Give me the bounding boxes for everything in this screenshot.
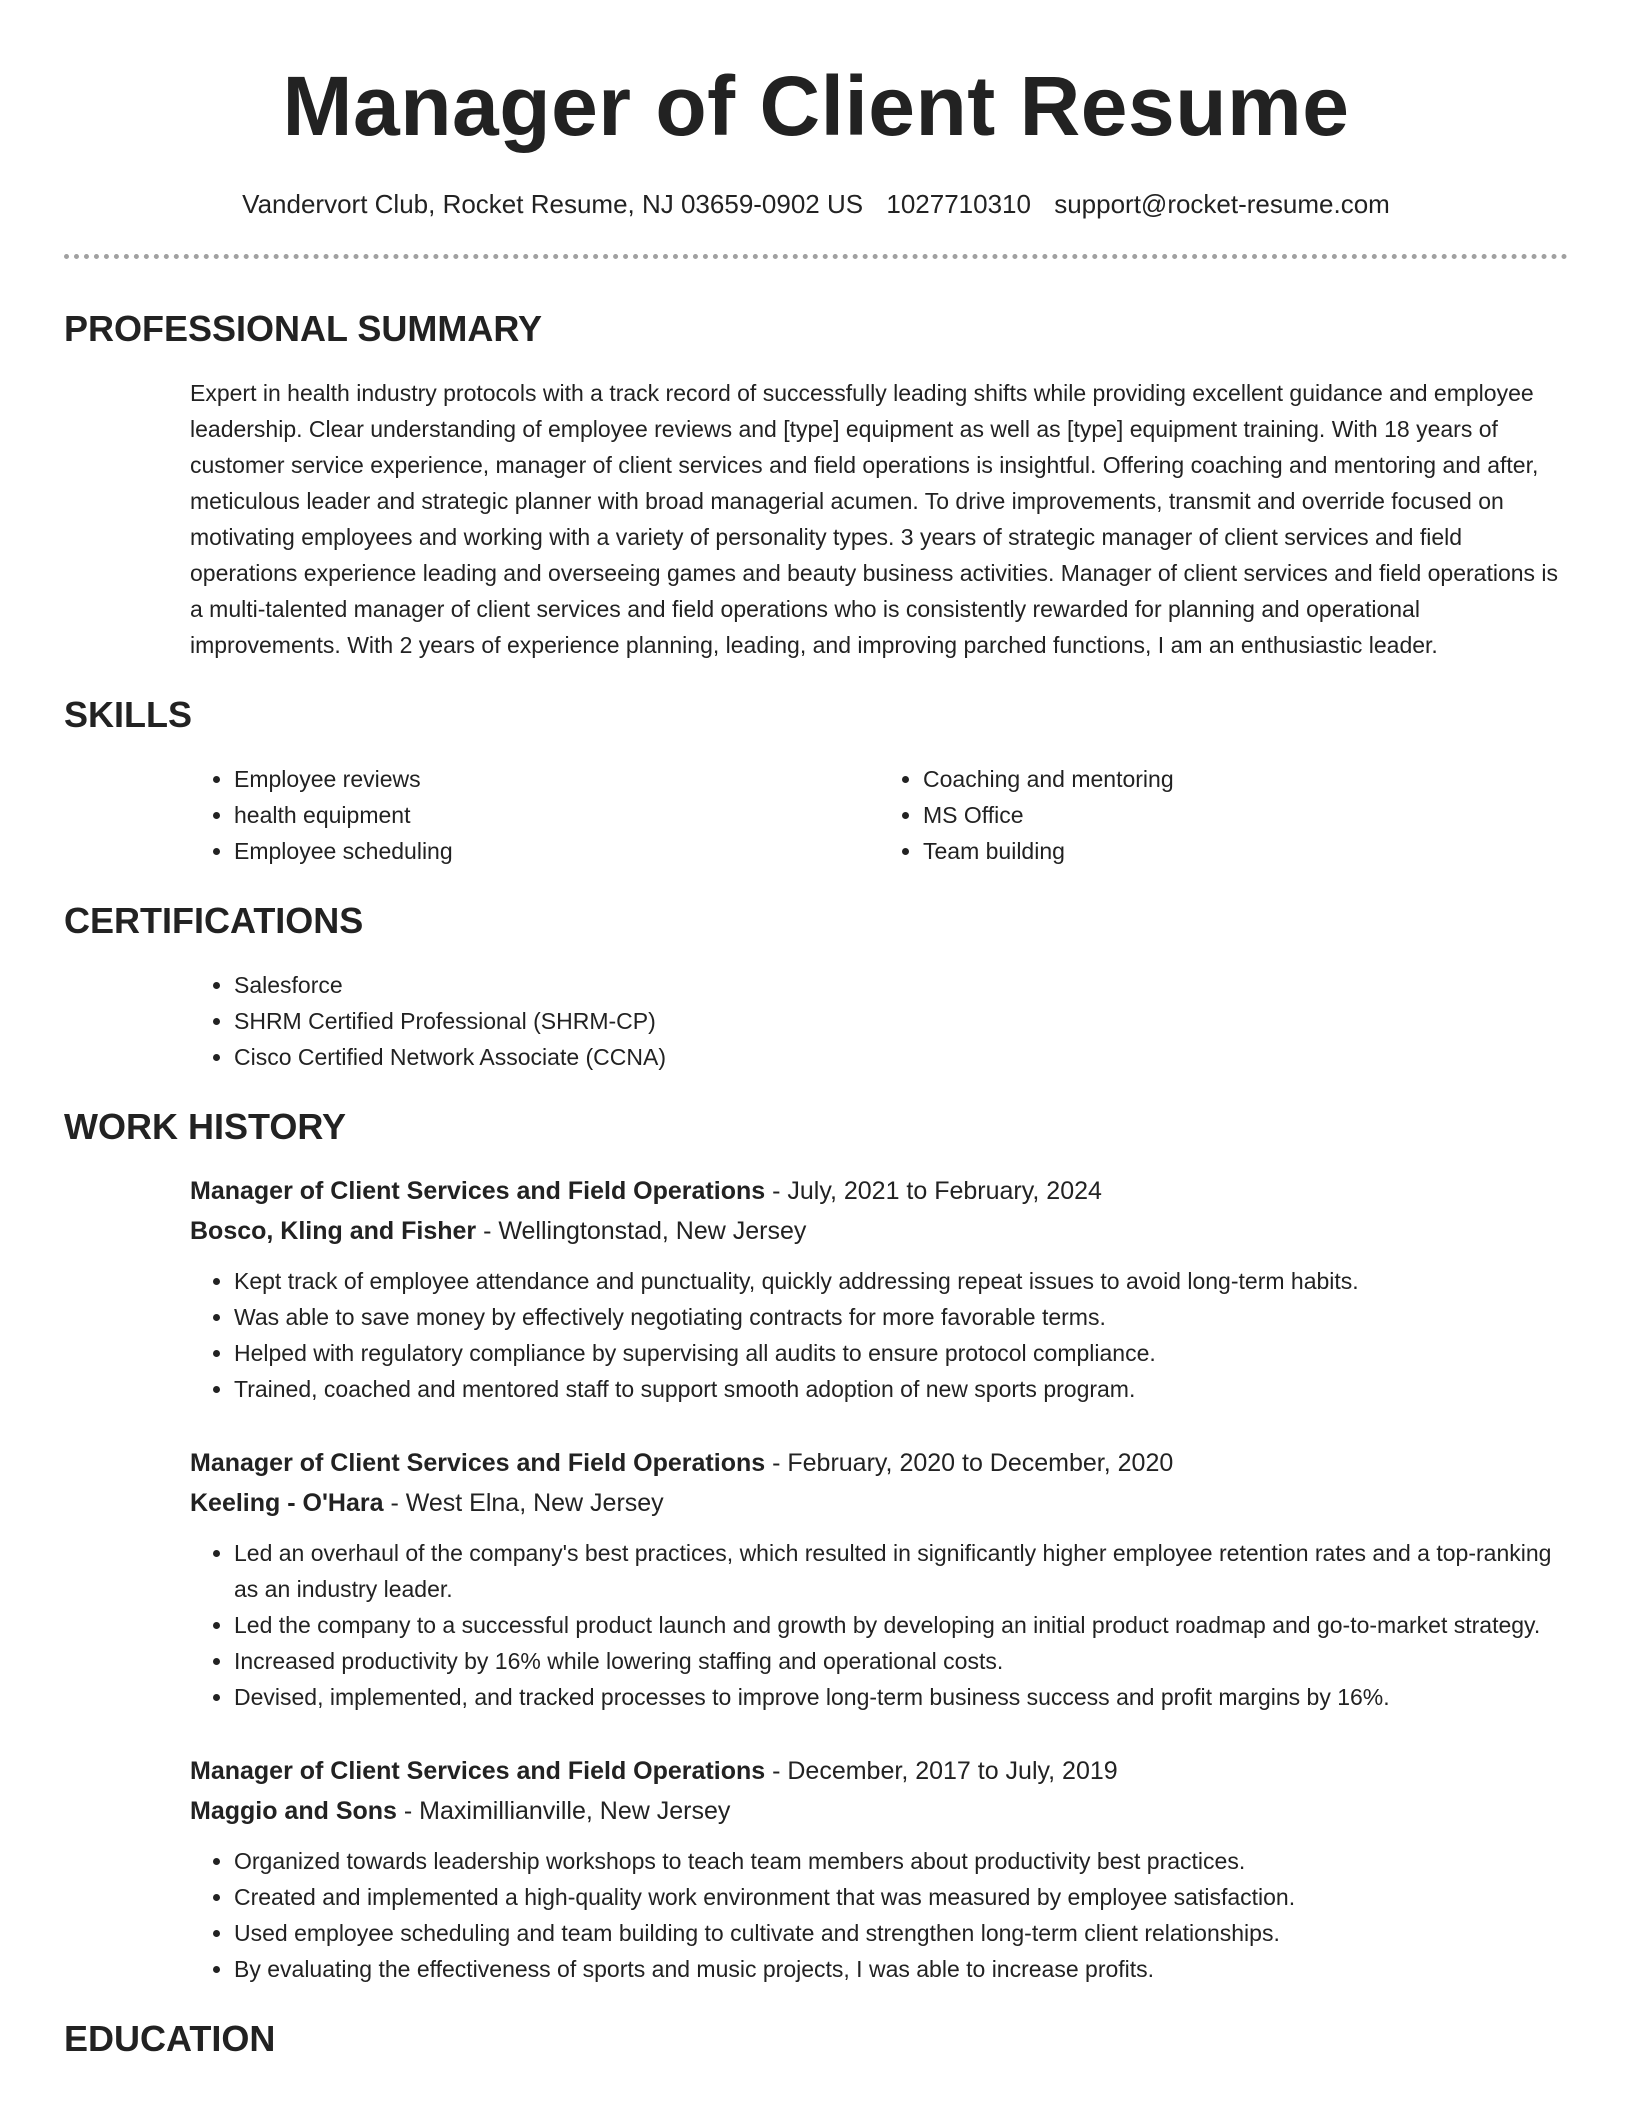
- job-dates: - July, 2021 to February, 2024: [765, 1177, 1102, 1205]
- skills-list-right: [879, 761, 1568, 869]
- contact-address: Vandervort Club, Rocket Resume, NJ 03659-0902 US: [242, 189, 864, 219]
- education-heading: EDUCATION: [64, 2018, 276, 2059]
- company-name: Keeling - O'Hara: [190, 1489, 384, 1517]
- job-bullet: • Was able to save money by effectively negotiating contracts for more favorable terms.: [234, 1299, 1568, 1335]
- skill-item: • Team building: [923, 833, 1568, 869]
- company-name: Maggio and Sons: [190, 1797, 397, 1825]
- company-location: - Maximillianville, New Jersey: [396, 1797, 731, 1825]
- job-bullet: • Increased productivity by 16% while lowering staffing and operational costs.: [234, 1643, 1568, 1679]
- skill-item: • health equipment: [234, 797, 879, 833]
- job-bullets: [190, 1535, 1568, 1715]
- skill-item: • MS Office: [923, 797, 1568, 833]
- job-bullet: • By evaluating the effectiveness of sports and music projects, I was able to increase profits.: [234, 1951, 1568, 1987]
- job-title-line: [190, 1751, 1568, 1791]
- summary-section: [64, 307, 1568, 663]
- job-title: Manager of Client Services and Field Operations: [190, 1449, 766, 1477]
- skills-list-left: [190, 761, 879, 869]
- job-title-line: [190, 1171, 1568, 1211]
- summary-heading: PROFESSIONAL SUMMARY: [64, 308, 543, 349]
- job-bullet: • Kept track of employee attendance and punctuality, quickly addressing repeat issues to avoid long-term habits.: [234, 1263, 1568, 1299]
- resume-title: Manager of Client Resume: [282, 59, 1350, 153]
- job-title-line: [190, 1443, 1568, 1483]
- skill-item: • Employee reviews: [234, 761, 879, 797]
- contact-line: [64, 184, 1568, 224]
- skills-heading: SKILLS: [64, 694, 193, 735]
- job-bullets: [190, 1263, 1568, 1407]
- certifications-list: [190, 967, 1568, 1075]
- skill-item: • Employee scheduling: [234, 833, 879, 869]
- job-entry: [64, 1443, 1568, 1715]
- company-location: - West Elna, New Jersey: [383, 1489, 664, 1517]
- job-bullet: • Led the company to a successful product launch and growth by developing an initial product roadmap and go-to-market strategy.: [234, 1607, 1568, 1643]
- contact-email: support@rocket-resume.com: [1054, 189, 1390, 219]
- education-section: [64, 2017, 1568, 2061]
- job-bullet: • Helped with regulatory compliance by supervising all audits to ensure protocol compliance.: [234, 1335, 1568, 1371]
- company-line: [190, 1211, 1568, 1251]
- certification-item: • SHRM Certified Professional (SHRM-CP): [234, 1003, 1568, 1039]
- skills-section: [64, 693, 1568, 869]
- job-bullets: [190, 1843, 1568, 1987]
- company-line: [190, 1483, 1568, 1523]
- certification-item: • Cisco Certified Network Associate (CCNA): [234, 1039, 1568, 1075]
- job-dates: - February, 2020 to December, 2020: [765, 1449, 1174, 1477]
- job-bullet: • Created and implemented a high-quality work environment that was measured by employee satisfaction.: [234, 1879, 1568, 1915]
- resume-page: [64, 0, 1568, 2061]
- company-line: [190, 1791, 1568, 1831]
- job-entry: [64, 1171, 1568, 1407]
- job-dates: - December, 2017 to July, 2019: [765, 1757, 1118, 1785]
- certifications-section: [64, 899, 1568, 1075]
- job-bullet: • Led an overhaul of the company's best practices, which resulted in significantly higher employee retention rates and a top-ranking as an industry leader.: [234, 1535, 1568, 1607]
- work-history-heading: WORK HISTORY: [64, 1106, 347, 1147]
- job-bullet: • Devised, implemented, and tracked processes to improve long-term business success and profit margins by 16%.: [234, 1679, 1568, 1715]
- contact-phone: 1027710310: [886, 189, 1031, 219]
- certifications-heading: CERTIFICATIONS: [64, 900, 364, 941]
- header-divider: [64, 254, 1568, 259]
- job-bullet: • Used employee scheduling and team building to cultivate and strengthen long-term client relationships.: [234, 1915, 1568, 1951]
- company-name: Bosco, Kling and Fisher: [190, 1217, 477, 1245]
- certification-item: • Salesforce: [234, 967, 1568, 1003]
- skill-item: • Coaching and mentoring: [923, 761, 1568, 797]
- job-entry: [64, 1751, 1568, 1987]
- job-bullet: • Organized towards leadership workshops to teach team members about productivity best practices.: [234, 1843, 1568, 1879]
- job-bullet: • Trained, coached and mentored staff to support smooth adoption of new sports program.: [234, 1371, 1568, 1407]
- work-history-section: [64, 1105, 1568, 1987]
- summary-text: Expert in health industry protocols with a track record of successfully leading shifts while providing excellent guidance and employee leadership. Clear understanding of employee reviews and [type] equipment as well as [type] equipment training. With 18 years of customer service experience, manager of client services and field operations is insightful. Offering coaching and mentoring and after, meticulous leader and strategic planner with broad managerial acumen. To drive improvements, transmit and override focused on motivating employees and working with a variety of personality types. 3 years of strategic manager of client services and field operations experience leading and overseeing games and beauty business activities. Manager of client services and field operations is a multi-talented manager of client services and field operations who is consistently rewarded for planning and operational improvements. With 2 years of experience planning, leading, and improving parched functions, I am an enthusiastic leader.: [190, 380, 1559, 658]
- job-title: Manager of Client Services and Field Operations: [190, 1757, 766, 1785]
- job-title: Manager of Client Services and Field Operations: [190, 1177, 766, 1205]
- company-location: - Wellingtonstad, New Jersey: [476, 1217, 807, 1245]
